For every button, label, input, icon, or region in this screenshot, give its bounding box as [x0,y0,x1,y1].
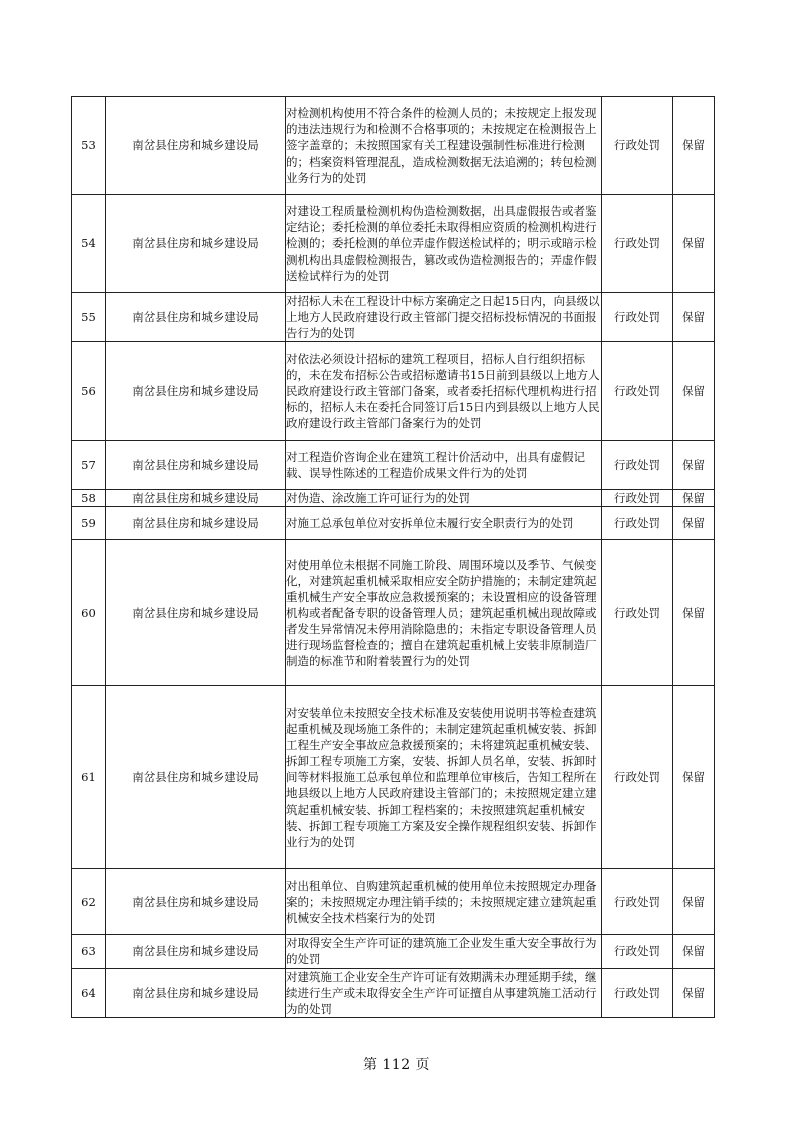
power-description: 对施工总承包单位对安拆单位未履行安全职责行为的处罚 [286,507,602,540]
table-body [72,97,715,1018]
implementing-unit: 南岔县住房和城乡建设局 [106,293,286,342]
adjustment-status: 保留 [673,507,715,540]
implementing-unit: 南岔县住房和城乡建设局 [106,507,286,540]
power-type: 行政处罚 [602,490,673,507]
table-row [72,540,715,686]
power-description: 对使用单位未根据不同施工阶段、周围环境以及季节、气候变化，对建筑起重机械采取相应安全防护措施的；未制定建筑起重机械生产安全事故应急救援预案的；未设置相应的设备管理机构或者配备专职的设备管理人员；建筑起重机械出现故障或者发生异常情况未停用消除隐患的；未指定专职设备管理人员进行现场监督检查的；擅自在建筑起重机械上安装非原制造厂制造的标准节和附着装置行为的处罚 [286,540,602,686]
power-description: 对检测机构使用不符合条件的检测人员的；未按规定上报发现的违法违规行为和检测不合格事项的；未按规定在检测报告上签字盖章的；未按照国家有关工程建设强制性标准进行检测的；档案资料管理混乱，造成检测数据无法追溯的；转包检测业务行为的处罚 [286,97,602,195]
row-number: 55 [72,293,106,342]
table-row [72,507,715,540]
implementing-unit: 南岔县住房和城乡建设局 [106,490,286,507]
adjustment-status: 保留 [673,540,715,686]
row-number: 60 [72,540,106,686]
power-description: 对建筑施工企业安全生产许可证有效期满未办理延期手续，继续进行生产或未取得安全生产许可证擅自从事建筑施工活动行为的处罚 [286,968,602,1017]
implementing-unit: 南岔县住房和城乡建设局 [106,195,286,293]
power-type: 行政处罚 [602,968,673,1017]
table-row [72,935,715,968]
power-list-table [71,96,715,1018]
implementing-unit: 南岔县住房和城乡建设局 [106,540,286,686]
row-number: 54 [72,195,106,293]
implementing-unit: 南岔县住房和城乡建设局 [106,869,286,935]
table-row [72,97,715,195]
implementing-unit: 南岔县住房和城乡建设局 [106,935,286,968]
power-type: 行政处罚 [602,540,673,686]
row-number: 59 [72,507,106,540]
power-description: 对依法必须设计招标的建筑工程项目，招标人自行组织招标的，未在发布招标公告或招标邀请书15日前到县级以上地方人民政府建设行政主管部门备案，或者委托招标代理机构进行招标的，招标人未在委托合同签订后15日内到县级以上地方人民政府建设行政主管部门备案行为的处罚 [286,342,602,441]
row-number: 62 [72,869,106,935]
table-row [72,869,715,935]
power-description: 对取得安全生产许可证的建筑施工企业发生重大安全事故行为的处罚 [286,935,602,968]
power-type: 行政处罚 [602,293,673,342]
table-row [72,342,715,441]
adjustment-status: 保留 [673,490,715,507]
power-description: 对工程造价咨询企业在建筑工程计价活动中，出具有虚假记载、误导性陈述的工程造价成果文件行为的处罚 [286,441,602,490]
row-number: 58 [72,490,106,507]
table-row [72,293,715,342]
adjustment-status: 保留 [673,869,715,935]
implementing-unit: 南岔县住房和城乡建设局 [106,441,286,490]
adjustment-status: 保留 [673,968,715,1017]
power-type: 行政处罚 [602,195,673,293]
table-row [72,686,715,869]
power-type: 行政处罚 [602,441,673,490]
row-number: 63 [72,935,106,968]
implementing-unit: 南岔县住房和城乡建设局 [106,97,286,195]
implementing-unit: 南岔县住房和城乡建设局 [106,968,286,1017]
page-number: 第 112 页 [362,1057,431,1073]
table-row [72,441,715,490]
adjustment-status: 保留 [673,342,715,441]
adjustment-status: 保留 [673,441,715,490]
power-type: 行政处罚 [602,507,673,540]
power-type: 行政处罚 [602,686,673,869]
table-row [72,968,715,1017]
adjustment-status: 保留 [673,293,715,342]
table-row [72,490,715,507]
adjustment-status: 保留 [673,97,715,195]
power-description: 对出租单位、自购建筑起重机械的使用单位未按照规定办理备案的；未按照规定办理注销手续的；未按照规定建立建筑起重机械安全技术档案行为的处罚 [286,869,602,935]
row-number: 57 [72,441,106,490]
power-description: 对招标人未在工程设计中标方案确定之日起15日内，向县级以上地方人民政府建设行政主管部门提交招标投标情况的书面报告行为的处罚 [286,294,600,341]
power-type: 行政处罚 [602,97,673,195]
power-description: 对伪造、涂改施工许可证行为的处罚 [286,490,602,507]
table-row [72,195,715,293]
adjustment-status: 保留 [673,686,715,869]
power-description: 对建设工程质量检测机构伪造检测数据，出具虚假报告或者鉴定结论；委托检测的单位委托未取得相应资质的检测机构进行检测的；委托检测的单位弄虚作假送检试样的；明示或暗示检测机构出具虚假检测报告，篡改或伪造检测报告的；弄虚作假送检试样行为的处罚 [286,195,602,293]
row-number: 56 [72,342,106,441]
row-number: 53 [72,97,106,195]
adjustment-status: 保留 [673,935,715,968]
implementing-unit: 南岔县住房和城乡建设局 [106,342,286,441]
row-number: 64 [72,968,106,1017]
implementing-unit: 南岔县住房和城乡建设局 [106,686,286,869]
power-type: 行政处罚 [602,935,673,968]
power-description: 对安装单位未按照安全技术标准及安装使用说明书等检查建筑起重机械及现场施工条件的；未制定建筑起重机械安装、拆卸工程生产安全事故应急救援预案的；未将建筑起重机械安装、拆卸工程专项施工方案，安装、拆卸人员名单，安装、拆卸时间等材料报施工总承包单位和监理单位审核后，告知工程所在地县级以上地方人民政府建设主管部门的；未按照规定建立建筑起重机械安装、拆卸工程档案的；未按照建筑起重机械安装、拆卸工程专项施工方案及安全操作规程组织安装、拆卸作业行为的处罚 [286,686,602,869]
row-number: 61 [72,686,106,869]
power-type: 行政处罚 [602,869,673,935]
adjustment-status: 保留 [673,195,715,293]
power-type: 行政处罚 [602,342,673,441]
